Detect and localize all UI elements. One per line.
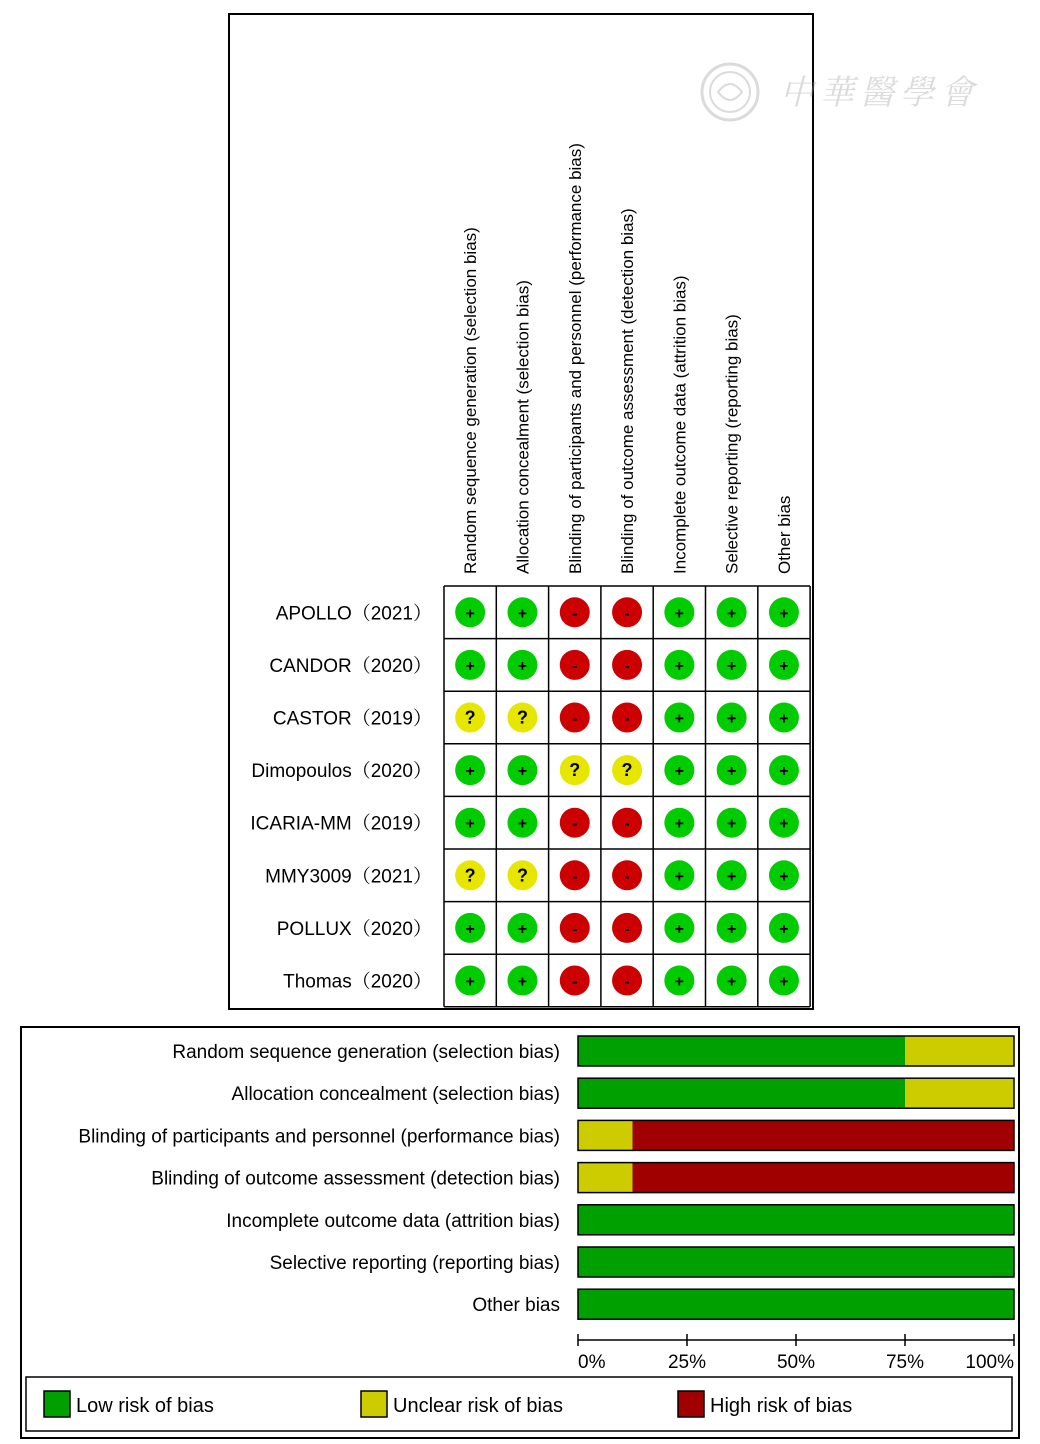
judgement-label: + [726, 815, 737, 833]
judgement-label: ? [569, 760, 581, 781]
bar-segment [578, 1205, 1014, 1235]
judgement-label: ? [464, 865, 476, 886]
judgement-label: + [674, 605, 685, 623]
judgement-label: - [572, 868, 578, 886]
judgement-label: + [779, 868, 789, 886]
x-tick-label: 25% [667, 1352, 707, 1373]
judgement-label: - [624, 657, 630, 675]
risk-of-bias-graph [20, 1026, 1020, 1439]
judgement-label: + [726, 657, 737, 675]
study-label: CASTOR（2019） [272, 708, 432, 730]
judgement-label: + [674, 657, 685, 675]
judgement-label: + [517, 920, 528, 938]
judgement-label: - [624, 868, 630, 886]
judgement-label: + [465, 605, 475, 623]
study-label: POLLUX（2020） [276, 918, 432, 940]
category-label: Blinding of outcome assessment (detection bias) [151, 1168, 560, 1190]
bar-segment [578, 1036, 905, 1066]
judgement-label: + [779, 973, 789, 991]
bar-segment [633, 1120, 1015, 1150]
domain-header: Blinding of participants and personnel (performance bias) [565, 143, 585, 574]
category-label: Selective reporting (reporting bias) [269, 1253, 560, 1274]
bar-segment [578, 1247, 1014, 1277]
judgement-label: + [779, 710, 789, 728]
legend-label: Low risk of bias [76, 1395, 214, 1417]
judgement-label: + [517, 657, 528, 675]
watermark-text: 中華醫學會 [780, 74, 980, 112]
category-label: Random sequence generation (selection bias) [172, 1042, 560, 1063]
legend-label: Unclear risk of bias [393, 1395, 564, 1417]
judgement-label: + [779, 605, 789, 623]
judgement-label: + [726, 868, 737, 886]
judgement-label: + [779, 920, 789, 938]
judgement-label: + [674, 710, 685, 728]
category-label: Other bias [472, 1295, 560, 1317]
legend-swatch [678, 1391, 704, 1417]
judgement-label: ? [516, 865, 528, 886]
judgement-label: - [572, 605, 578, 623]
judgement-label: + [726, 973, 737, 991]
judgement-label: + [674, 815, 685, 833]
judgement-label: ? [464, 707, 476, 728]
judgement-label: + [674, 763, 685, 781]
judgement-label: + [674, 920, 685, 938]
judgement-label: - [572, 920, 578, 938]
category-label: Blinding of participants and personnel (performance bias) [78, 1126, 560, 1148]
x-tick-label: 100% [965, 1352, 1014, 1373]
judgement-label: + [465, 815, 475, 833]
judgement-label: - [624, 605, 630, 623]
bar-segment [578, 1289, 1014, 1319]
judgement-label: + [726, 605, 737, 623]
watermark-logo [698, 58, 998, 128]
x-tick-label: 75% [885, 1352, 925, 1373]
bar-segment [578, 1078, 905, 1108]
legend-swatch [44, 1391, 70, 1417]
domain-header: Other bias [774, 495, 794, 574]
judgement-label: + [779, 815, 789, 833]
domain-header: Blinding of outcome assessment (detection bias) [618, 208, 638, 574]
bar-segment [633, 1163, 1015, 1193]
study-label: MMY3009（2021） [265, 866, 432, 888]
category-label: Incomplete outcome data (attrition bias) [226, 1210, 560, 1232]
judgement-label: + [517, 605, 528, 623]
domain-header: Random sequence generation (selection bias) [461, 227, 481, 574]
judgement-label: + [465, 973, 475, 991]
judgement-label: + [674, 973, 685, 991]
judgement-label: ? [621, 760, 633, 781]
judgement-label: - [624, 815, 630, 833]
study-label: APOLLO（2021） [275, 603, 432, 625]
judgement-label: - [572, 815, 578, 833]
judgement-label: + [517, 815, 528, 833]
judgement-label: - [624, 920, 630, 938]
legend-swatch [361, 1391, 387, 1417]
bar-segment [578, 1163, 633, 1193]
judgement-label: + [726, 763, 737, 781]
judgement-label: + [465, 763, 475, 781]
judgement-label: + [726, 920, 737, 938]
summary-table [230, 15, 812, 1008]
judgement-label: - [572, 657, 578, 675]
stacked-bar-chart [22, 1028, 1018, 1437]
judgement-label: + [465, 657, 475, 675]
judgement-label: + [779, 657, 789, 675]
domain-header: Selective reporting (reporting bias) [722, 314, 742, 574]
legend-label: High risk of bias [710, 1395, 853, 1417]
judgement-label: + [465, 920, 475, 938]
judgement-label: + [517, 973, 528, 991]
judgement-label: + [779, 763, 789, 781]
judgement-label: + [674, 868, 685, 886]
x-tick-label: 0% [578, 1352, 606, 1373]
study-label: Dimopoulos（2020） [251, 761, 432, 783]
domain-header: Incomplete outcome data (attrition bias) [670, 275, 690, 574]
bar-segment [578, 1120, 633, 1150]
risk-of-bias-summary [228, 13, 814, 1010]
x-tick-label: 50% [776, 1352, 816, 1373]
bar-segment [905, 1078, 1014, 1108]
judgement-label: - [572, 973, 578, 991]
bar-segment [905, 1036, 1014, 1066]
study-label: Thomas（2020） [283, 971, 432, 993]
judgement-label: + [517, 763, 528, 781]
judgement-label: - [624, 710, 630, 728]
judgement-label: - [572, 710, 578, 728]
judgement-label: ? [516, 707, 528, 728]
judgement-label: - [624, 973, 630, 991]
domain-header: Allocation concealment (selection bias) [513, 280, 533, 574]
category-label: Allocation concealment (selection bias) [231, 1084, 560, 1106]
study-label: CANDOR（2020） [269, 655, 432, 677]
judgement-label: + [726, 710, 737, 728]
study-label: ICARIA-MM（2019） [250, 813, 432, 835]
